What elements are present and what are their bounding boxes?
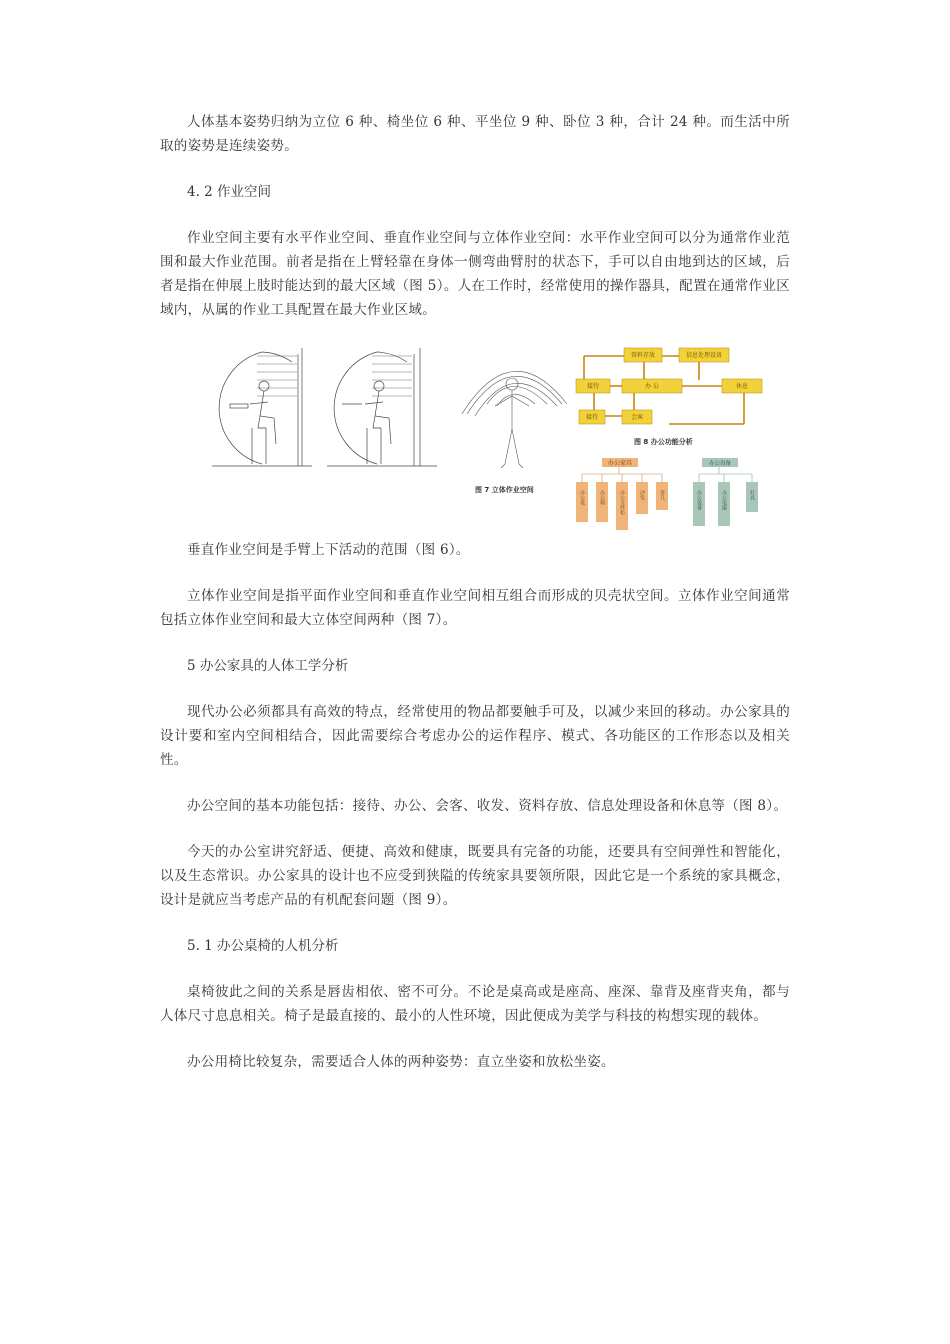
fig8-box-info: 信息处理设备	[685, 352, 723, 359]
fig9-right-item: 办公设备	[696, 490, 702, 510]
fig8-box-rest: 休息	[735, 383, 749, 390]
furniture-tree-chart	[574, 456, 769, 536]
heading-5: 5 办公家具的人体工学分析	[187, 658, 349, 674]
fig9-left-item: 办公椅	[599, 490, 605, 505]
paragraph-vertical-space: 垂直作业空间是手臂上下活动的范围（图 6）。	[187, 542, 470, 558]
fig9-left-item: 办公文件柜	[619, 490, 625, 515]
fig9-left-item: 茶几	[659, 490, 665, 500]
paragraph-work-space: 作业空间主要有水平作业空间、垂直作业空间与立体作业空间：水平作业空间可以分为通常作业范围和最大作业范围。前者是指在上臂轻靠在身体一侧弯曲臂肘的状态下，手可以自由地到达的区域，后者是指在伸展上肢时能达到的最大区域（图 5）。人在工作时，经常使用的操作器具，配置在通常作业区域内，从属的作业工具配置在最大作业区域。	[160, 230, 790, 318]
figure-row	[202, 344, 802, 534]
fig9-left-item: 沙发	[639, 490, 645, 500]
figure-seated-reach	[202, 344, 452, 474]
heading-5-1: 5. 1 办公桌椅的人机分析	[187, 938, 339, 954]
paragraph-posture: 人体基本姿势归纳为立位 6 种、椅坐位 6 种、平坐位 9 种、卧位 3 种，合计 24 种。而生活中所取的姿势是连续姿势。	[160, 114, 790, 154]
fig9-right-item: 办公电器	[721, 490, 727, 510]
figure-8-caption: 图 8 办公功能分析	[634, 438, 693, 446]
document-page	[160, 110, 790, 1096]
paragraph-3d-space: 立体作业空间是指平面作业空间和垂直作业空间相互组合而形成的贝壳状空间。立体作业空间通常包括立体作业空间和最大立体空间两种（图 7）。	[160, 588, 790, 628]
paragraph-modern-office: 现代办公必须都具有高效的特点，经常使用的物品都要触手可及，以减少来回的移动。办公家具的设计要和室内空间相结合，因此需要综合考虑办公的运作程序、模式、各功能区的工作形态以及相关性。	[160, 704, 790, 768]
fig9-right-item: 灯具	[749, 490, 755, 500]
fig9-left-item: 办公桌	[579, 490, 585, 505]
dome-figure-drawing	[457, 344, 572, 504]
seated-reach-drawing	[202, 344, 452, 474]
fig8-box-storage: 资料存放	[630, 352, 656, 359]
paragraph-today-office: 今天的办公室讲究舒适、便捷、高效和健康，既要具有完备的功能，还要具有空间弹性和智能化，以及生态常识。办公家具的设计也不应受到狭隘的传统家具要领所限，因此它是一个系统的家具概念，设计是就应当考虑产品的有机配套问题（图 9）。	[160, 844, 790, 908]
figure-7-3d-work-space	[457, 344, 572, 504]
fig8-box-reception: 接待	[586, 383, 600, 390]
fig9-equipment-root: 办公设备	[708, 461, 732, 467]
paragraph-desk-chair: 桌椅彼此之间的关系是唇齿相依、密不可分。不论是桌高或是座高、座深、靠背及座背夹角，都与人体尺寸息息相关。椅子是最直接的、最小的人性环境，因此便成为美学与科技的构想实现的载体。	[160, 984, 790, 1024]
fig8-box-office: 办 公	[645, 383, 659, 390]
heading-4-2: 4. 2 作业空间	[187, 184, 272, 200]
fig8-box-receive: 接待	[585, 414, 599, 421]
paragraph-office-functions: 办公空间的基本功能包括：接待、办公、会客、收发、资料存放、信息处理设备和休息等（图 8）。	[187, 798, 788, 814]
figure-9-furniture-tree	[574, 456, 769, 536]
figure-7-caption: 图 7 立体作业空间	[475, 486, 534, 494]
fig8-box-meeting: 会客	[630, 414, 644, 421]
office-function-chart	[574, 344, 769, 454]
fig9-furniture-root: 办公家具	[607, 460, 633, 467]
figure-8-office-function	[574, 344, 769, 454]
paragraph-office-chair: 办公用椅比较复杂，需要适合人体的两种姿势：直立坐姿和放松坐姿。	[187, 1054, 615, 1070]
